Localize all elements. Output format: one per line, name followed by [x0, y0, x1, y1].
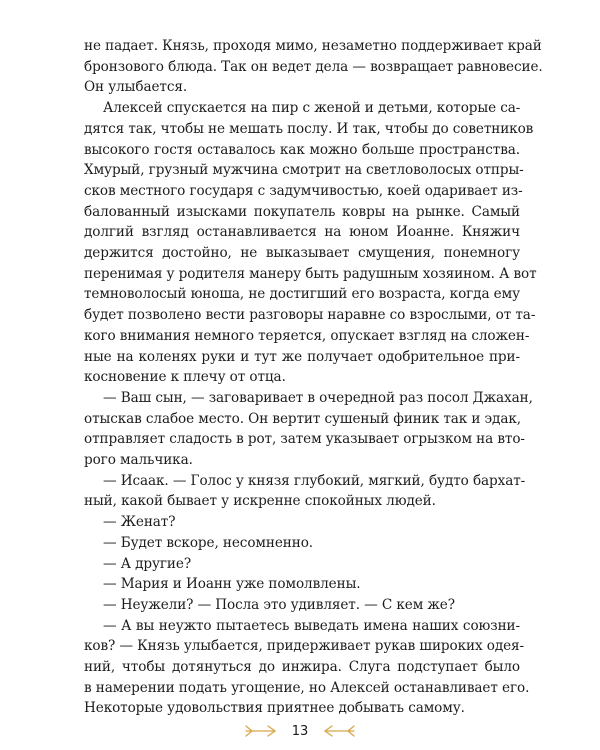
text-line: бронзового блюда. Так он ведет дела — возвращает равновесие.	[84, 58, 543, 75]
text-line: — Неужели? — Посла это удивляет. — С кем же?	[103, 596, 455, 613]
page-number: 13	[291, 723, 309, 739]
text-line: темноволосый юноша, не достигший его возраста, когда ему	[84, 286, 520, 303]
text-line: балованный изысками покупатель ковры на рынке. Самый	[84, 203, 520, 220]
text-line: Некоторые удовольствия приятнее добывать самому.	[84, 700, 465, 717]
text-line: дятся так, чтобы не мешать послу. И так, чтобы до советников	[84, 120, 534, 137]
text-line: высокого гостя оставалось как можно больше пространства.	[84, 141, 520, 158]
text-line: ный, какой бывает у искренне спокойных людей.	[84, 493, 436, 510]
text-line: Он улыбается.	[84, 79, 188, 96]
text-line: — Мария и Иоанн уже помолвлены.	[103, 576, 361, 593]
page-footer	[0, 719, 600, 743]
text-line: косновение к плечу от отца.	[84, 369, 286, 386]
text-line: отыскав слабое место. Он вертит сушеный финик так и эдак,	[84, 410, 521, 427]
text-line: — Ваш сын, — заговаривает в очередной раз посол Джахан,	[103, 389, 533, 406]
text-line: — Исаак. — Голос у князя глубокий, мягкий, будто бархат-	[103, 472, 526, 489]
right-ornament-arrow-icon	[322, 724, 356, 738]
text-line: ков? — Князь улыбается, придерживает рукав широких одея-	[84, 638, 525, 655]
text-line: — А другие?	[103, 555, 192, 572]
text-line: не падает. Князь, проходя мимо, незаметно поддерживает край	[84, 38, 542, 54]
text-line: сков местного государя с задумчивостью, коей одаривает из-	[84, 182, 523, 199]
text-line: кого внимания немного теряется, опускает взгляд на сложен-	[84, 327, 530, 344]
text-line: — Будет вскоре, несомненно.	[103, 534, 314, 551]
text-line: — Женат?	[103, 514, 176, 531]
text-line: Алексей спускается на пир с женой и детьми, которые са-	[103, 100, 521, 117]
text-line: в намерении подать угощение, но Алексей останавливает его.	[84, 679, 530, 696]
text-line: рого мальчика.	[84, 452, 193, 468]
text-line: ные на коленях руки и тут же получает одобрительное при-	[84, 348, 520, 365]
text-line: отправляет сладость в рот, затем указывает огрызком на вто-	[84, 431, 525, 448]
text-line: ний, чтобы дотянуться до инжира. Слуга подступает было	[84, 659, 520, 675]
text-line: Хмурый, грузный мужчина смотрит на светловолосых отпры-	[84, 162, 524, 179]
text-line: будет позволено вести разговоры наравне со взрослыми, от та-	[84, 307, 536, 324]
left-ornament-arrow-icon	[244, 724, 278, 738]
text-line: держится достойно, не выказывает смущения, понемногу	[84, 245, 520, 261]
text-line: долгий взгляд останавливается на юном Иоанне. Княжич	[84, 224, 520, 241]
text-line: — А вы неужто пытаетесь выведать имена наших союзни-	[103, 617, 520, 634]
text-line: перенимая у родителя манеру быть радушным хозяином. А вот	[84, 265, 537, 282]
